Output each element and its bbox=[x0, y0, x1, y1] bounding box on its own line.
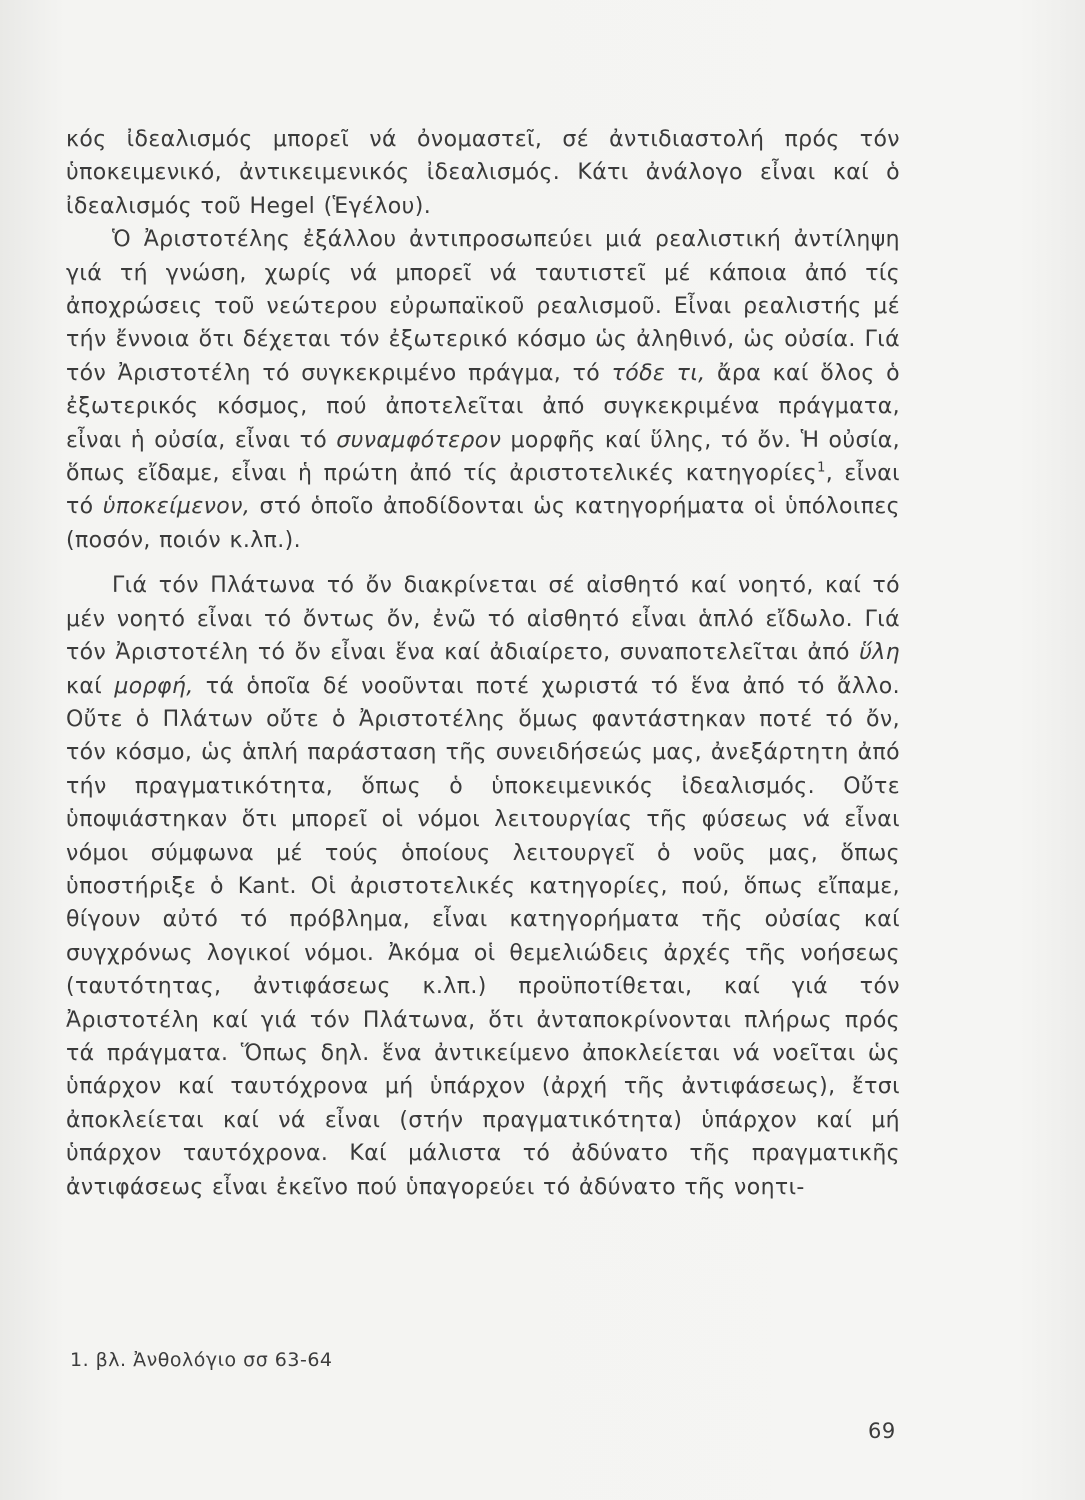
text-run: Ὁ Ἀριστοτέλης ἐξάλλου ἀντιπροσωπεύει μιά ρεαλιστική ἀντίληψη γιά τή γνώση, χωρίς νά μπορεῖ νά ταυτιστεῖ μέ κάποια ἀπό τίς ἀποχρώσεις τοῦ νεώτερου εὐρωπαϊκοῦ ρεαλισμοῦ. Εἶναι ρεαλιστής μέ τήν ἔννοια ὅτι δέχεται τόν ἐξωτερικό κόσμο ὡς ἀληθινό, ὡς οὐσία. Γιά τόν Ἀριστοτέλη τό συγκεκριμένο πράγμα, τό bbox=[66, 227, 900, 386]
paragraph-1 bbox=[66, 123, 900, 223]
page-number: 69 bbox=[868, 1419, 896, 1443]
footnote: 1. βλ. Ἀνθολόγιο σσ 63-64 bbox=[70, 1349, 333, 1371]
text-run: , εἶναι τό bbox=[66, 461, 901, 520]
text-run: τά ὁποῖα δέ νοοῦνται ποτέ χωριστά τό ἕνα ἀπό τό ἄλλο. Οὔτε ὁ Πλάτων οὔτε ὁ Ἀριστοτέλης ὅμως φαντάστηκαν ποτέ τό ὄν, τόν κόσμο, ὡς ἁπλή παράσταση τῆς συνειδήσεώς μας, ἀνεξάρτητη ἀπό τήν πραγματικότητα, ὅπως ὁ ὑποκειμενικός ἰδεαλισμός. Οὔτε ὑποψιάστηκαν ὅτι μπορεῖ οἱ νόμοι λειτουργίας τῆς φύσεως νά εἶναι νόμοι σύμφωνα μέ τούς ὁποίους λειτουργεῖ ὁ νοῦς μας, ὅπως ὑποστήριξε ὁ Kant. Οἱ ἀριστοτελικές κατηγορίες, πού, ὅπως εἴπαμε, θίγουν αὐτό τό πρόβλημα, εἶναι κατηγορήματα τῆς οὐσίας καί συγχρόνως λογικοί νόμοι. Ἀκόμα οἱ θεμελιώδεις ἀρχές τῆς νοήσεως (ταυτότητας, ἀντιφάσεως κ.λπ.) προϋποτίθεται, καί γιά τόν Ἀριστοτέλη καί γιά τόν Πλάτωνα, ὅτι ἀνταποκρίνονται πλήρως πρός τά πράγματα. Ὅπως δηλ. ἕνα ἀντικείμενο ἀποκλείεται νά νοεῖται ὡς ὑπάρχον καί ταυτόχρονα μή ὑπάρχον (ἀρχή τῆς ἀντιφάσεως), ἔτσι ἀποκλείεται καί νά εἶναι (στήν πραγματικότητα) ὑπάρχον καί μή ὑπάρχον ταυτόχρονα. Καί μάλιστα τό ἀδύνατο τῆς πραγματικῆς ἀντιφάσεως εἶναι ἐκεῖνο πού ὑπαγορεύει τό ἀδύνατο τῆς νοητι- bbox=[66, 673, 900, 1200]
italic-term: μορφή, bbox=[114, 673, 194, 699]
italic-term: τόδε τι, bbox=[611, 360, 706, 386]
italic-term: ὑποκείμενον, bbox=[102, 494, 251, 520]
footnote-marker: 1 bbox=[817, 460, 826, 476]
paragraph-3 bbox=[66, 569, 900, 1204]
text-run: μορφῆς καί ὕλης, τό ὄν. Ἡ οὐσία, ὅπως εἴδαμε, εἶναι ἡ πρώτη ἀπό τίς ἀριστοτελικές κατηγορίες bbox=[66, 427, 900, 487]
italic-term: ὕλη bbox=[859, 640, 900, 666]
text-run: στό ὁποῖο ἀποδίδονται ὡς κατηγορήματα οἱ ὑπόλοιπες (ποσόν, ποιόν κ.λπ.). bbox=[66, 494, 900, 553]
text-run: καί bbox=[66, 673, 115, 699]
text-run: Γιά τόν Πλάτωνα τό ὄν διακρίνεται σέ αἰσθητό καί νοητό, καί τό μέν νοητό εἶναι τό ὄντως ὄν, ἐνῶ τό αἰσθητό εἶναι ἁπλό εἴδωλο. Γιά τόν Ἀριστοτέλη τό ὄν εἶναι ἕνα καί ἀδιαίρετο, συναποτελεῖται ἀπό bbox=[66, 573, 900, 666]
text-run: ἄρα καί ὅλος ὁ ἐξωτερικός κόσμος, πού ἀποτελεῖται ἀπό συγκεκριμένα πράγματα, εἶναι ἡ οὐσία, εἶναι τό bbox=[66, 360, 900, 453]
body-text bbox=[66, 123, 900, 1204]
italic-term: συναμφότερον bbox=[336, 427, 502, 453]
text-run: κός ἰδεαλισμός μπορεῖ νά ὀνομαστεῖ, σέ ἀντιδιαστολή πρός τόν ὑποκειμενικό, ἀντικειμενικός ἰδεαλισμός. Κάτι ἀνάλογο εἶναι καί ὁ ἰδεαλισμός τοῦ Hegel (Ἑγέλου). bbox=[66, 127, 900, 219]
paragraph-2 bbox=[66, 223, 900, 557]
